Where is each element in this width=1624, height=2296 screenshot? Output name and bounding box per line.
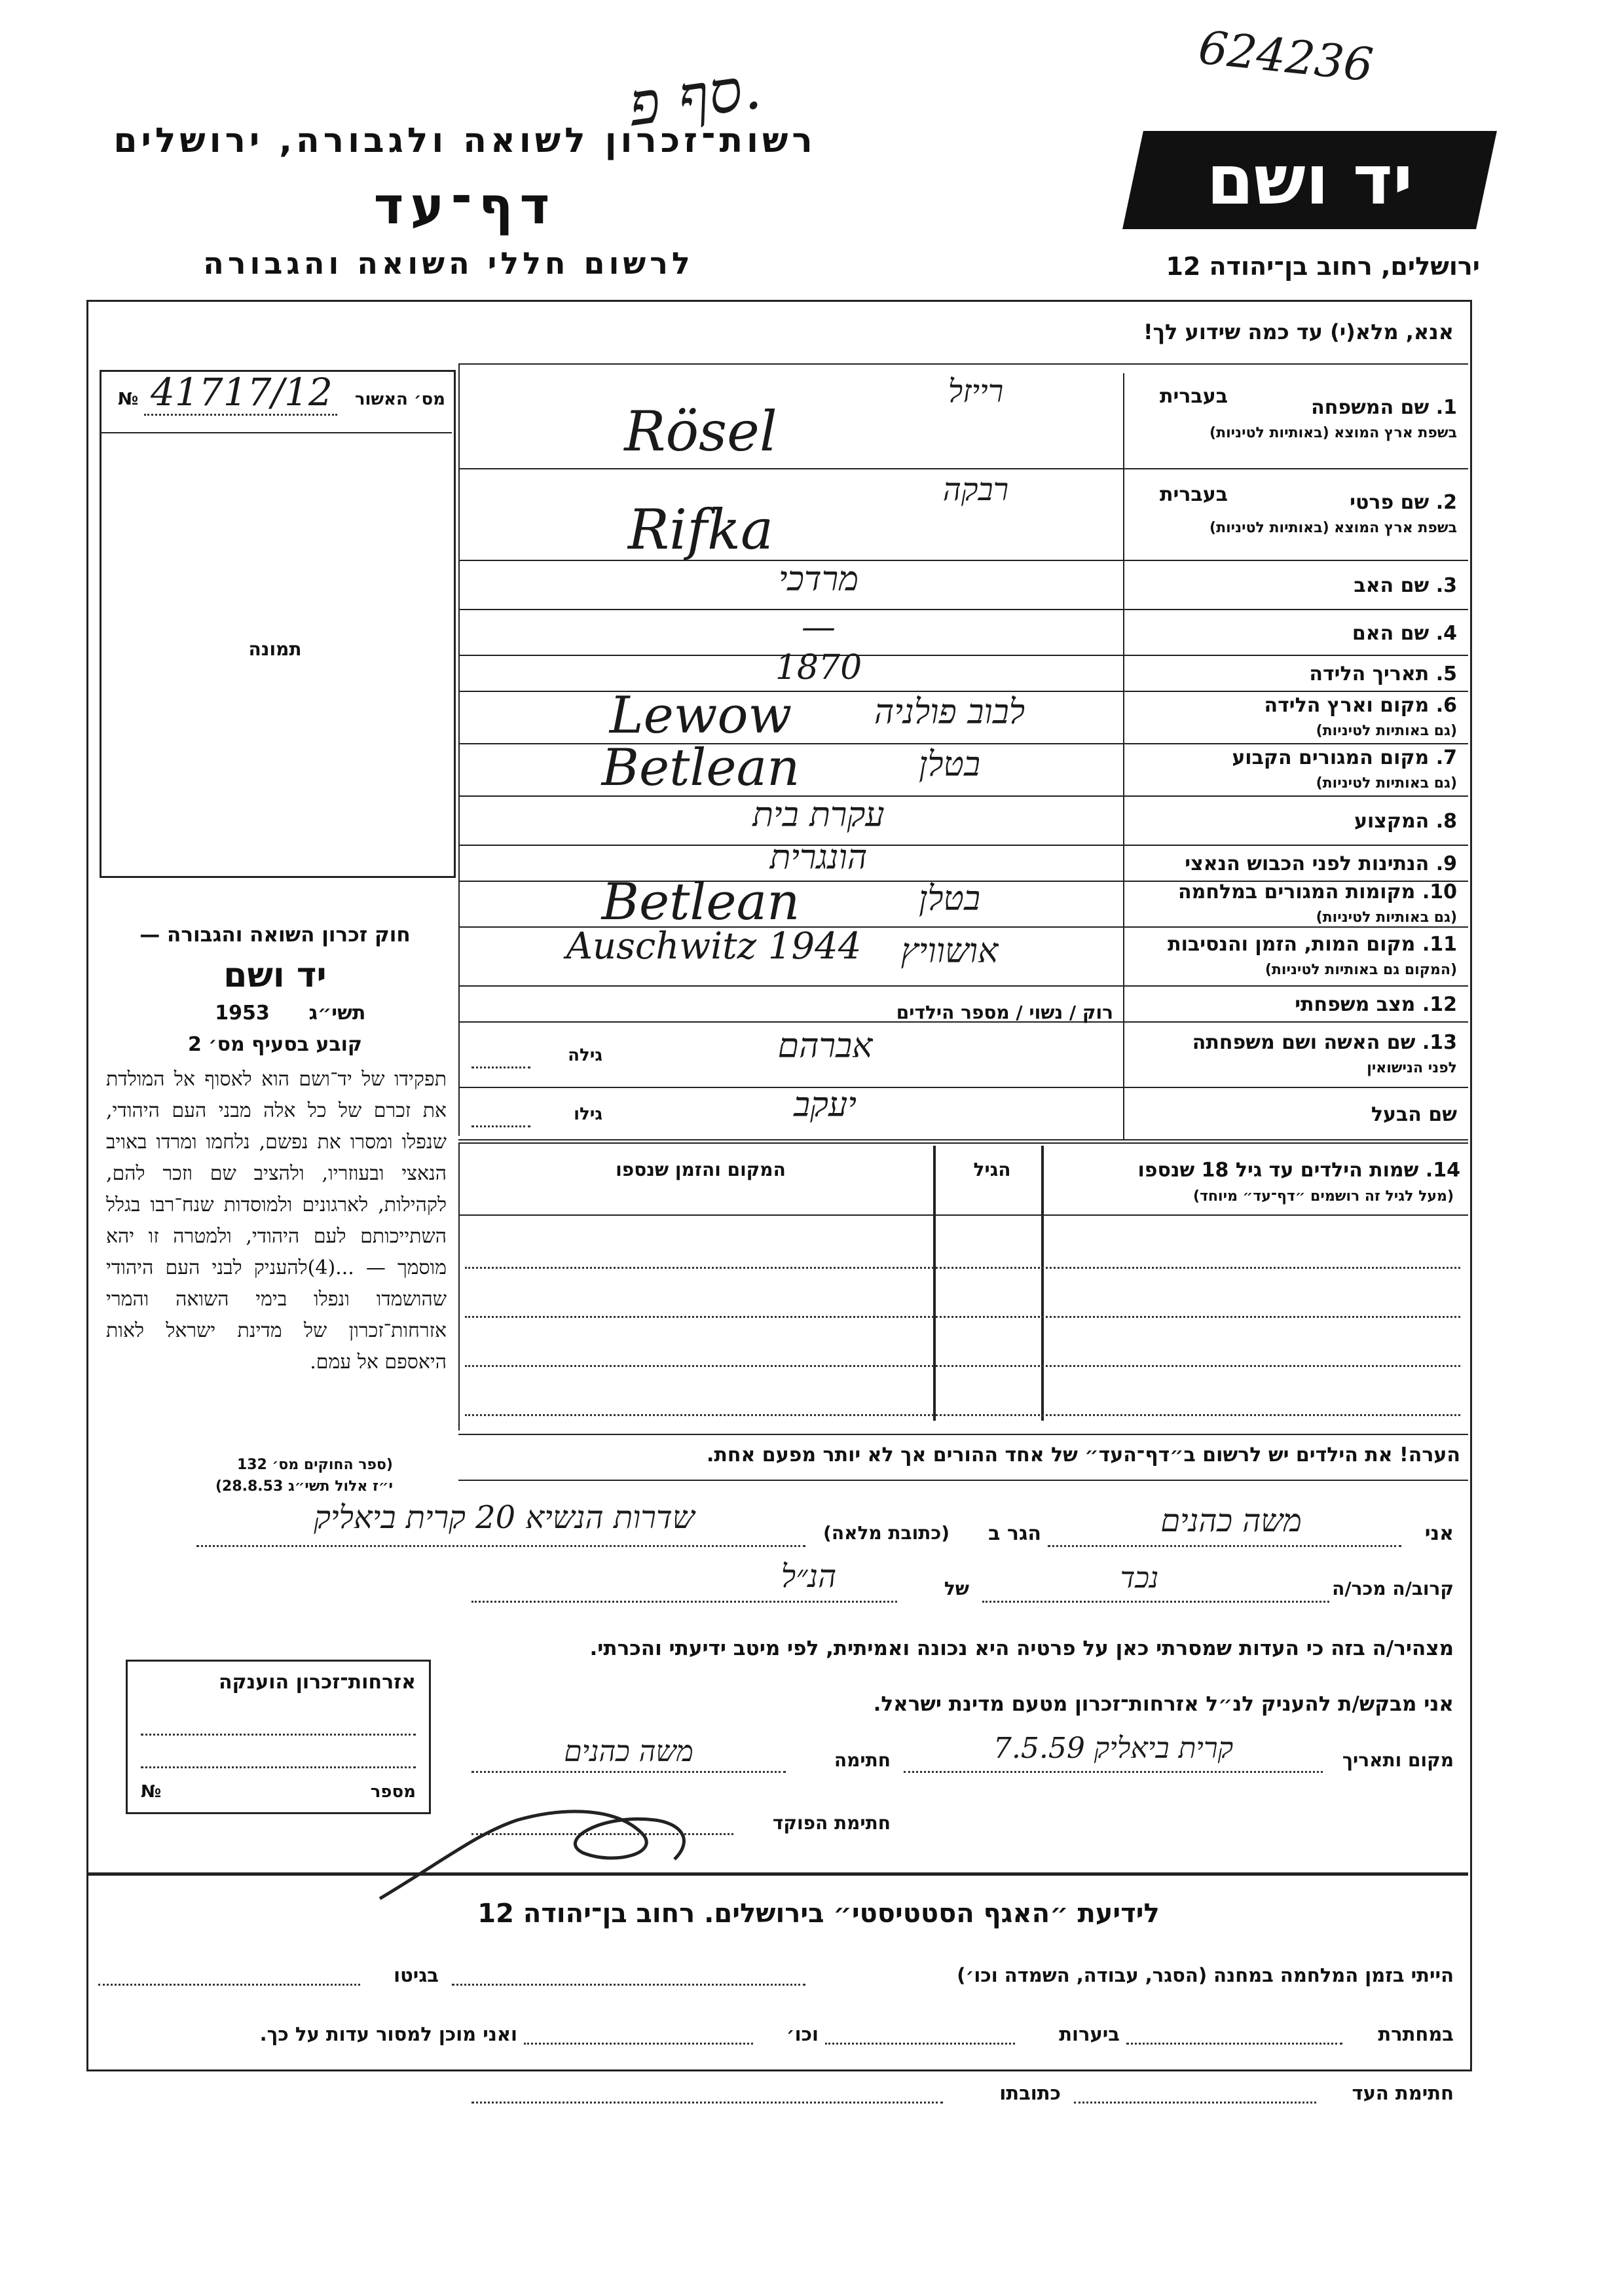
citizenship-number-label: מספר [370,1782,416,1802]
field-hebrew-tag: בעברית [1160,483,1228,506]
law-clause: קובע בסעיף מס׳ 2 [187,1033,363,1056]
field-label: שם הבעל [1371,1102,1457,1126]
marital-status-options: רוק / נשוי / מספר הילדים [896,1002,1113,1023]
field-value: הונגרית [769,838,868,877]
field-value: יעקב [794,1085,857,1125]
officer-signature-label: חתימת הפוקד [772,1812,891,1834]
field-label: 7. מקום המגורים הקבוע [1232,746,1457,769]
field-row-separator [458,985,1468,987]
authority-name: רשות־זכרון לשואה ולגבורה, ירושלים [113,121,817,160]
children-sublabel: (מעל לגיל זה רושמים ״דף־עד״ מיוחד) [1192,1188,1454,1205]
field-sublabel: לפני הנישואין [1367,1059,1457,1076]
law-source-date: י״ז אלול תשי״ג 28.8.53) [215,1478,393,1495]
field-value: — [802,607,836,647]
citizenship-box [126,1660,431,1814]
footer-underground: במחתרת [1378,2023,1454,2045]
citizenship-title: אזרחות־זכרון הוענקה [218,1671,416,1694]
field-label: 1. שם המשפחה [1311,395,1457,419]
footer-title: לידיעת ״האגף הסטטיסטי״ בירושלים. רחוב בן־יהודה 12 [477,1899,1160,1929]
place-date-value: קרית ביאליק 7.5.59 [993,1732,1234,1765]
field-latin-value: Lewow [609,685,792,745]
law-year-hebrew: תשי״ג [308,1002,366,1025]
field-label: 11. מקום המות, הזמן והנסיבות [1168,932,1457,956]
header-address: ירושלים, רחוב בן־יהודה 12 [1166,252,1480,281]
field-row-separator [458,468,1468,469]
instructions-text: אנא, מלא(י) עד כמה שידוע לך! [1143,319,1454,344]
field-latin-value: Rifka [627,498,774,562]
footer-separator [86,1872,1468,1876]
law-body: תפקידו של יד־ושם הוא לאסוף אל המולדת את זכרם של כל אלה מבני העם היהודי, שנפלו ומסרו את נפשם, נלחמו ומרדו באויב הנאצי ובעוזריו, ולהציב שם וזכר להם, לקהילות, לארגונים ולמוסדות שנח־רבו בגלל השתייכותם לעם היהודי, ולמטרה זו יהא מוסמך — ...(4)להעניק לבני העם היהודי שהושמדו ונפלו בימי השואה והמרי אזרחות־זכרון של מדינת ישראל לאות היאספם אל עמם. [106,1068,447,1374]
footer-forests: ביערות [1059,2023,1120,2045]
field-label: 3. שם האב [1354,574,1457,597]
relative-label: קרוב/ה מכר/ה [1332,1578,1454,1599]
field-hebrew-value: לבוב פולניה [874,692,1025,732]
declarant-name: משה כהנים [1160,1503,1302,1539]
footer-etc: וכו׳ [786,2023,819,2045]
field-age-label: גילו [574,1104,602,1124]
children-col-age: הגיל [973,1159,1011,1180]
field-sublabel: (המקום גם באותיות לטיניות) [1264,961,1457,978]
field-label: 4. שם האם [1352,621,1457,645]
yad-vashem-logo: יד ושם [1122,131,1497,229]
declaration-text: מצהיר/ה בזה כי העדות שמסרתי כאן על פרטיה היא נכונה ואמיתית, לפי מיטב ידיעתי והכרתי. [589,1637,1454,1660]
field-label: 5. תאריך הלידה [1309,663,1457,685]
children-label: 14. שמות הילדים עד גיל 18 שנספו [1137,1159,1460,1182]
law-title: חוק זכרון השואה והגבורה — [139,923,411,947]
declarant-i-label: אני [1424,1522,1454,1545]
field-hebrew-value: בטלן [918,744,981,784]
field-sublabel: בשפת ארץ המוצא (באותיות לטיניות) [1209,519,1457,536]
of-label: של [944,1578,969,1599]
approval-no-mark: № [118,390,139,409]
field-sublabel: (גם באותיות לטיניות) [1316,909,1457,926]
field-column-separator [458,363,460,1136]
field-hebrew-tag: בעברית [1160,385,1228,408]
field-sublabel: (גם באותיות לטיניות) [1316,722,1457,739]
signature-value: משה כהנים [564,1735,693,1768]
field-sublabel: בשפת ארץ המוצא (באותיות לטיניות) [1209,424,1457,441]
form-title: דף־עד [373,177,557,236]
field-sublabel: (גם באותיות לטיניות) [1316,774,1457,792]
field-label: 2. שם פרטי [1350,490,1457,514]
field-value: מרדכי [778,560,859,599]
footer-address-label: כתובתו [999,2082,1061,2104]
field-row-separator [458,1139,1468,1140]
declarant-resides-label: הגר ב [988,1522,1041,1545]
field-label: 9. הנתינות לפני הכבוש הנאצי [1185,852,1457,875]
field-latin-value: Betlean [601,872,800,932]
field-label: 13. שם האשה ושם משפחתה [1192,1030,1457,1054]
field-label: 6. מקום וארץ הלידה [1264,693,1457,717]
footer-ready: ואני מוכן למסור עדות על כך. [259,2023,517,2045]
signature-label: חתימה [834,1749,891,1771]
field-label: 12. מצב משפחתי [1295,993,1457,1016]
photo-label: תמונה [248,638,302,660]
form-subtitle: לרשום חללי השואה והגבורה [203,246,694,281]
declarant-address-label: (כתובת מלאה) [823,1522,950,1544]
relative-value: נכד [1120,1561,1159,1595]
archive-number-handwritten: 624236 [1196,20,1376,92]
field-latin-value: Rösel [624,399,777,464]
children-note: הערה! את הילדים יש לרשום ב״דף־העד״ של אחד ההורים אך לא יותר מפעם אחת. [707,1444,1460,1467]
field-label: 10. מקומות המגורים במלחמה [1178,880,1457,903]
archive-ref-handwritten: סף פ. [624,53,766,140]
field-label: 8. המקצוע [1354,810,1457,833]
field-hebrew-value: רייזל [948,373,1004,410]
law-source: (ספר החוקים מס׳ 132 [236,1457,393,1473]
of-value: הנ״ל [781,1558,837,1595]
field-value: עקרת בית [752,795,885,835]
field-latin-value: Auschwitz 1944 [566,924,862,968]
citizenship-no-mark: № [141,1782,162,1802]
footer-ghetto: בגיטו [394,1964,439,1986]
field-age-label: גילה [568,1045,602,1065]
field-hebrew-value: בטלן [918,879,981,919]
law-name: יד ושם [223,956,327,995]
field-hebrew-value: רבקה [942,471,1009,508]
approval-number: 41717/12 [151,370,333,414]
field-hebrew-value: אושוויץ [900,931,999,971]
declarant-address: שדרות הנשיא 20 קרית ביאליק [314,1499,695,1536]
law-year: 1953 [215,1002,270,1025]
request-text: אני מבקש/ת להעניק לנ״ל אזרחות־זכרון מטעם מדינת ישראל. [873,1692,1454,1716]
footer-witness-signature: חתימת העד [1352,2082,1454,2104]
field-value: אברהם [777,1026,873,1066]
footer-line1: הייתי בזמן המלחמה במחנה (הסגר, עבודה, השמדה וכו׳) [957,1964,1454,1986]
field-latin-value: Betlean [601,738,800,797]
children-col-place: המקום והזמן שנספו [616,1159,786,1180]
field-value: 1870 [775,648,862,687]
place-date-label: מקום ותאריך [1342,1749,1454,1771]
photo-box [100,370,456,878]
approval-label: מס׳ האשור [354,390,445,409]
